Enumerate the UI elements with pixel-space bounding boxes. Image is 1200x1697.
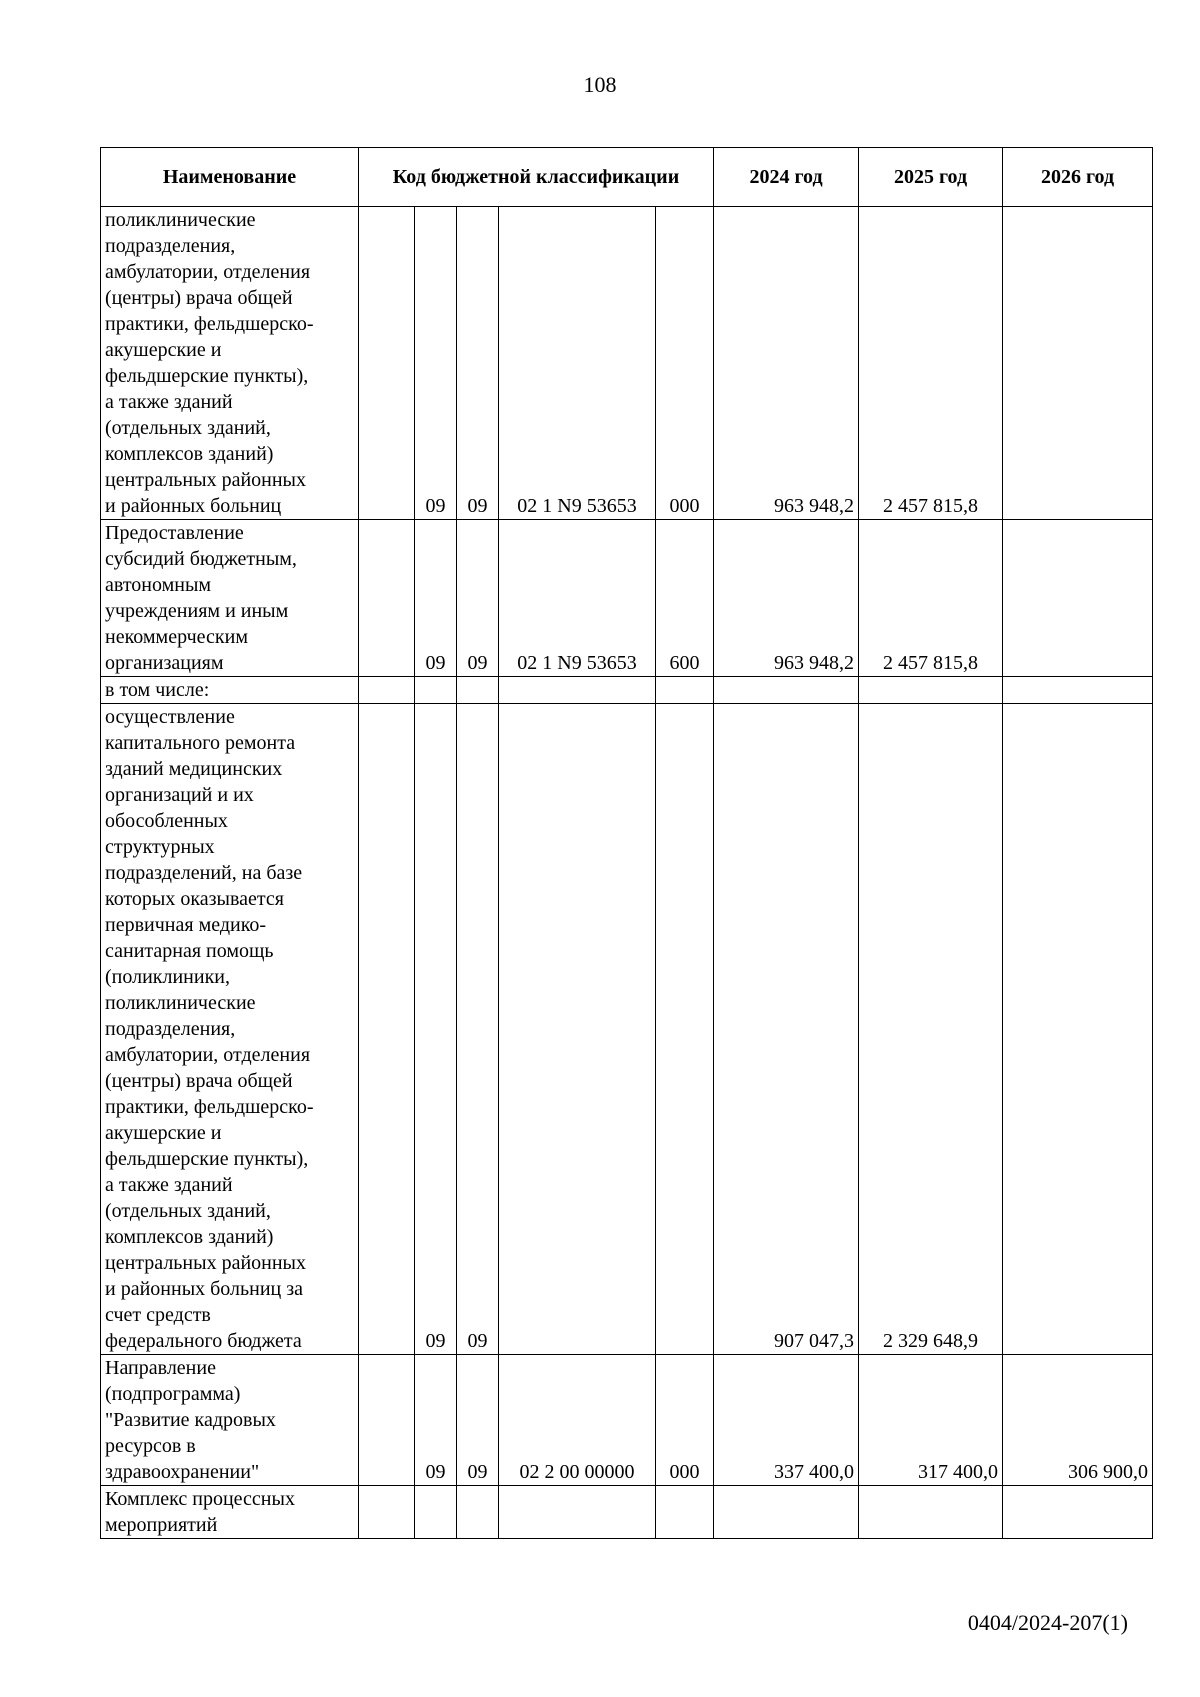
value-2024: 337 400,0 [714,1355,859,1486]
code-subsection: 09 [457,1355,499,1486]
code-target-article [499,1486,656,1539]
header-2024: 2024 год [714,148,859,207]
code-blank [359,207,415,520]
code-section [415,677,457,704]
header-2025: 2025 год [859,148,1003,207]
code-blank [359,1355,415,1486]
code-blank [359,704,415,1355]
code-section: 09 [415,520,457,677]
value-2025 [859,1486,1003,1539]
value-2025: 2 457 815,8 [859,520,1003,677]
value-2025: 2 457 815,8 [859,207,1003,520]
row-name: Комплекс процессных мероприятий [101,1486,359,1539]
code-blank [359,677,415,704]
value-2025: 317 400,0 [859,1355,1003,1486]
code-blank [359,520,415,677]
table-row [101,677,1153,704]
table-row [101,520,1153,677]
code-expense-type [656,704,714,1355]
code-subsection [457,1486,499,1539]
code-subsection: 09 [457,520,499,677]
value-2026: 306 900,0 [1003,1355,1153,1486]
table-row [101,1486,1153,1539]
code-blank [359,1486,415,1539]
code-section: 09 [415,1355,457,1486]
table-row [101,1355,1153,1486]
code-section: 09 [415,704,457,1355]
table-row [101,207,1153,520]
code-subsection: 09 [457,207,499,520]
code-target-article: 02 1 N9 53653 [499,207,656,520]
value-2025 [859,677,1003,704]
header-name: Наименование [101,148,359,207]
table-header-row [101,148,1153,207]
value-2026 [1003,1486,1153,1539]
value-2024 [714,1486,859,1539]
code-section: 09 [415,207,457,520]
value-2024 [714,677,859,704]
code-expense-type: 000 [656,207,714,520]
page-number: 108 [583,72,617,97]
value-2024: 907 047,3 [714,704,859,1355]
code-target-article: 02 1 N9 53653 [499,520,656,677]
value-2025: 2 329 648,9 [859,704,1003,1355]
value-2026 [1003,207,1153,520]
document-code: 0404/2024-207(1) [967,1610,1128,1635]
row-name: осуществление капитального ремонта зданий медицинских организаций и их обособленных структурных подразделений, на базе которых оказывается первичная медико- санитарная помощь (поликлиники, поликлинические подразделения, амбулатории, отделения (центры) врача общей практики, фельдшерско- акушерские и фельдшерские пункты), а также зданий (отдельных зданий, комплексов зданий) центральных районных и районных больниц за счет средств федерального бюджета [101,704,359,1355]
code-subsection [457,677,499,704]
value-2026 [1003,520,1153,677]
code-target-article: 02 2 00 00000 [499,1355,656,1486]
row-name: в том числе: [101,677,359,704]
code-expense-type: 600 [656,520,714,677]
table-row [101,704,1153,1355]
code-section [415,1486,457,1539]
value-2026 [1003,677,1153,704]
value-2024: 963 948,2 [714,520,859,677]
value-2024: 963 948,2 [714,207,859,520]
value-2026 [1003,704,1153,1355]
code-target-article [499,704,656,1355]
row-name: поликлинические подразделения, амбулатории, отделения (центры) врача общей практики, фельдшерско- акушерские и фельдшерские пункты), а также зданий (отдельных зданий, комплексов зданий) центральных районных и районных больниц [101,207,359,520]
code-expense-type [656,677,714,704]
code-subsection: 09 [457,704,499,1355]
row-name: Предоставление субсидий бюджетным, автономным учреждениям и иным некоммерческим организациям [101,520,359,677]
code-expense-type: 000 [656,1355,714,1486]
code-expense-type [656,1486,714,1539]
header-code: Код бюджетной классификации [359,148,714,207]
code-target-article [499,677,656,704]
header-2026: 2026 год [1003,148,1153,207]
budget-table [100,147,1153,1539]
row-name: Направление (подпрограмма) "Развитие кадровых ресурсов в здравоохранении" [101,1355,359,1486]
